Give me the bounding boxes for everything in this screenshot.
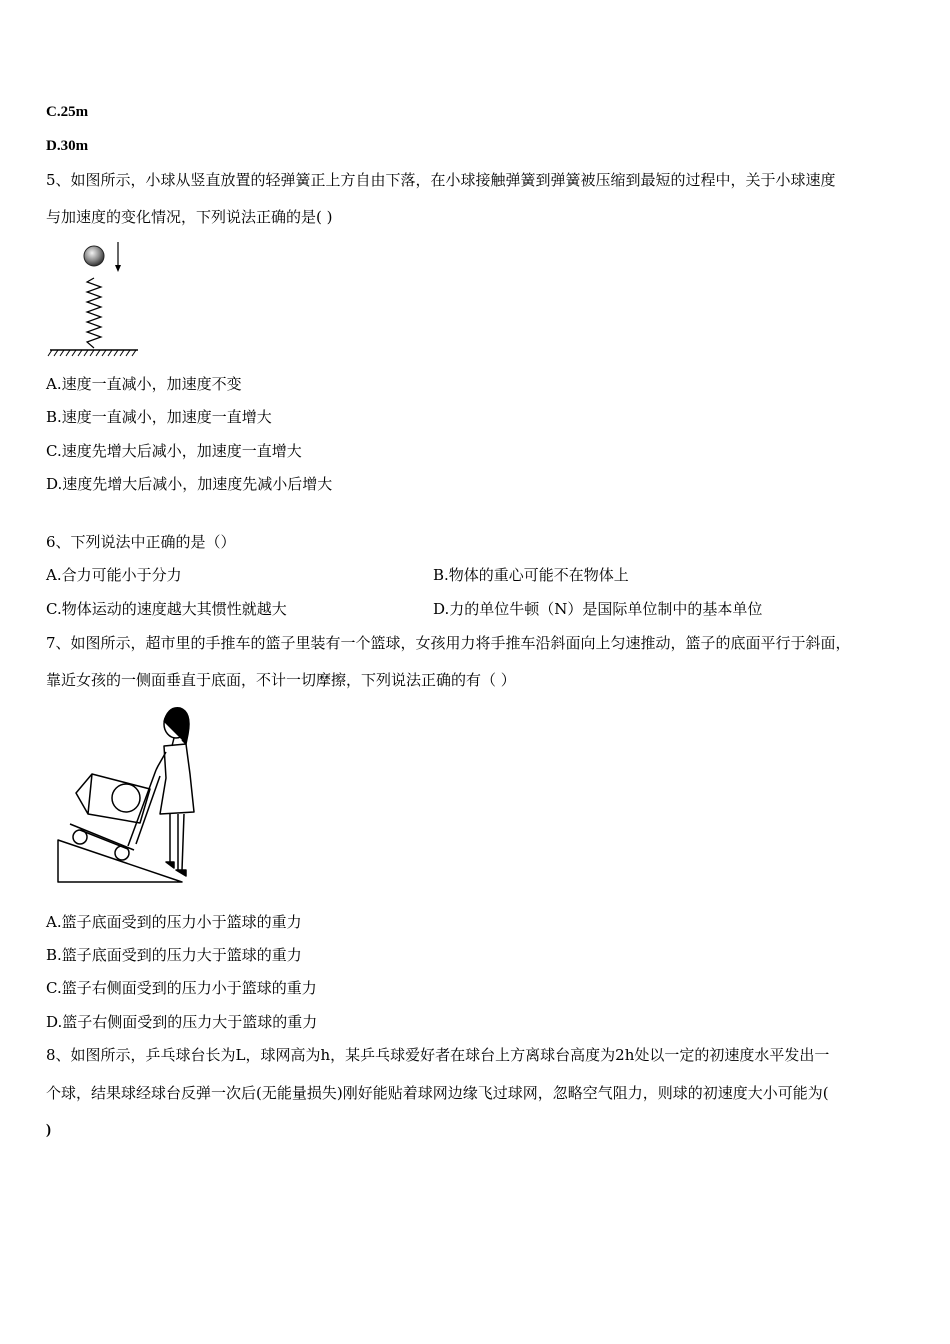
cart-girl-figure	[54, 704, 200, 886]
q5-stem-line2: 与加速度的变化情况，下列说法正确的是( )	[46, 208, 333, 226]
cart-handle	[128, 770, 156, 846]
spring	[87, 278, 101, 348]
q8-stem-line2: 个球，结果球经球台反弹一次后(无能量损失)刚好能贴着球网边缘飞过球网，忽略空气阻力，则球的初速度大小可能为(	[46, 1084, 829, 1102]
q5-option-d: D.速度先增大后减小，加速度先减小后增大	[46, 475, 333, 493]
ball	[84, 246, 104, 266]
q5-option-a: A.速度一直减小，加速度不变	[46, 375, 242, 393]
q8-stem-line1: 8、如图所示，乒乓球台长为L，球网高为h，某乒乓球爱好者在球台上方离球台高度为2h处以一定的初速度水平发出一	[46, 1046, 830, 1064]
q7-option-c: C.篮子右侧面受到的压力小于篮球的重力	[46, 979, 317, 997]
q6-option-b: B.物体的重心可能不在物体上	[433, 566, 629, 584]
q7-stem-line2: 靠近女孩的一侧面垂直于底面，不计一切摩擦，下列说法正确的有（ ）	[46, 671, 516, 689]
q5-option-b: B.速度一直减小，加速度一直增大	[46, 408, 272, 426]
q8-stem-line3: )	[46, 1122, 51, 1138]
q6-option-d: D.力的单位牛顿（N）是国际单位制中的基本单位	[433, 600, 763, 618]
q7-stem-line1: 7、如图所示，超市里的手推车的篮子里装有一个篮球，女孩用力将手推车沿斜面向上匀速推动，篮子的底面平行于斜面，	[46, 634, 851, 652]
q7-option-a: A.篮子底面受到的压力小于篮球的重力	[46, 913, 302, 931]
q6-option-a: A.合力可能小于分力	[46, 566, 182, 584]
q6-stem: 6、下列说法中正确的是（）	[46, 533, 236, 551]
q4-option-c: C.25m	[46, 104, 89, 120]
q7-option-b: B.篮子底面受到的压力大于篮球的重力	[46, 946, 302, 964]
q7-option-d: D.篮子右侧面受到的压力大于篮球的重力	[46, 1013, 318, 1031]
q4-option-d: D.30m	[46, 138, 89, 154]
q5-stem-line1: 5、如图所示，小球从竖直放置的轻弹簧正上方自由下落，在小球接触弹簧到弹簧被压缩到最短的过程中，关于小球速度	[46, 171, 836, 189]
q6-option-c: C.物体运动的速度越大其惯性就越大	[46, 600, 287, 618]
q5-option-c: C.速度先增大后减小，加速度一直增大	[46, 442, 302, 460]
spring-ball-figure	[46, 238, 146, 362]
basketball	[112, 784, 140, 812]
